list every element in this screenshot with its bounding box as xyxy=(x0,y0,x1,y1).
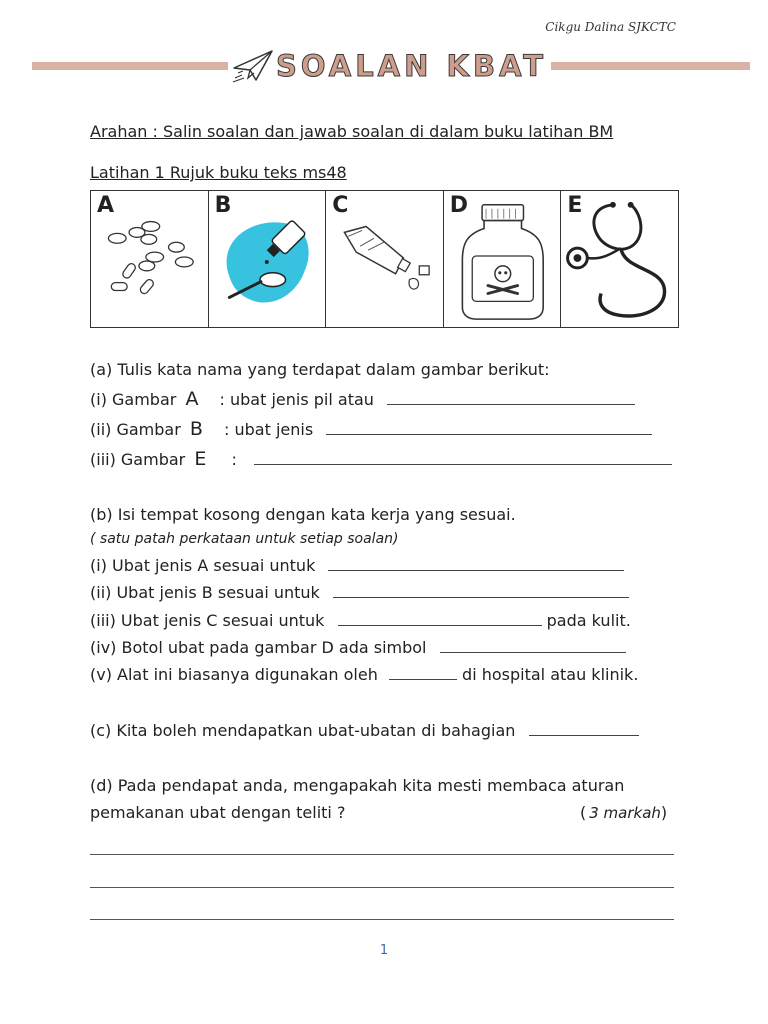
answer-blank[interactable] xyxy=(529,721,639,736)
item-text: (iv) Botol ubat pada gambar D ada simbol xyxy=(90,638,427,657)
question-a-item-3 xyxy=(90,448,672,470)
item-text: : xyxy=(231,450,237,469)
answer-blank[interactable] xyxy=(338,611,542,626)
question-b-item-5 xyxy=(90,665,638,684)
image-table xyxy=(90,190,679,328)
page-title: SOALAN KBAT xyxy=(276,49,548,83)
item-prefix: (iii) Gambar xyxy=(90,450,186,469)
question-d-line-1: (d) Pada pendapat anda, mengapakah kita mesti membaca aturan xyxy=(90,776,625,795)
author-signature: Cikgu Dalina SJKCTC xyxy=(545,20,676,34)
paper-plane-icon xyxy=(232,48,274,84)
image-label: B xyxy=(214,193,232,218)
image-label: A xyxy=(97,193,115,218)
image-cell-e xyxy=(561,191,679,328)
item-text: (v) Alat ini biasanya digunakan oleh xyxy=(90,665,378,684)
answer-line[interactable] xyxy=(90,919,674,920)
exercise-heading: Latihan 1 Rujuk buku teks ms48 xyxy=(90,163,347,182)
item-letter: E xyxy=(194,448,207,470)
syrup-spoon-icon xyxy=(209,191,326,327)
answer-blank[interactable] xyxy=(389,665,457,680)
marks-label: ( 3 markah) xyxy=(580,803,668,822)
item-text: : ubat jenis pil atau xyxy=(219,390,374,409)
question-b-item-4 xyxy=(90,638,626,657)
question-b: (b) Isi tempat kosong dengan kata kerja yang sesuai. xyxy=(90,505,516,524)
item-text: (iii) Ubat jenis C sesuai untuk xyxy=(90,611,325,630)
question-a-item-1 xyxy=(90,388,635,410)
question-a-item-2 xyxy=(90,418,652,440)
question-a: (a) Tulis kata nama yang terdapat dalam gambar berikut: xyxy=(90,360,550,379)
page-number: 1 xyxy=(379,943,389,958)
item-letter: B xyxy=(189,418,203,440)
answer-blank[interactable] xyxy=(440,638,626,653)
question-c xyxy=(90,721,639,740)
item-text: (i) Ubat jenis A sesuai untuk xyxy=(90,556,316,575)
stethoscope-icon xyxy=(561,191,678,327)
question-b-item-3 xyxy=(90,611,631,630)
answer-line[interactable] xyxy=(90,887,674,888)
ointment-tube-icon xyxy=(326,191,443,327)
image-label: E xyxy=(567,193,583,218)
poison-bottle-icon xyxy=(444,191,561,327)
question-d-line-2: pemakanan ubat dengan teliti ? xyxy=(90,803,346,822)
image-label: C xyxy=(332,193,349,218)
instruction-text: Arahan : Salin soalan dan jawab soalan di dalam buku latihan BM xyxy=(90,122,614,141)
image-cell-c xyxy=(326,191,444,328)
question-b-item-1 xyxy=(90,556,624,575)
item-after: pada kulit. xyxy=(546,611,631,630)
question-b-item-2 xyxy=(90,583,629,602)
title-block xyxy=(228,46,551,86)
question-b-note: ( satu patah perkataan untuk setiap soalan) xyxy=(90,531,399,547)
item-text: : ubat jenis xyxy=(224,420,314,439)
answer-blank[interactable] xyxy=(326,420,652,435)
image-cell-d xyxy=(443,191,561,328)
image-label: D xyxy=(449,193,469,218)
answer-blank[interactable] xyxy=(333,583,629,598)
item-letter: A xyxy=(185,388,199,410)
item-text: (ii) Ubat jenis B sesuai untuk xyxy=(90,583,320,602)
pills-icon xyxy=(91,191,208,327)
image-cell-a xyxy=(91,191,209,328)
answer-line[interactable] xyxy=(90,854,674,855)
question-c-text: (c) Kita boleh mendapatkan ubat-ubatan di bahagian xyxy=(90,721,516,740)
item-after: di hospital atau klinik. xyxy=(462,665,639,684)
image-cell-b xyxy=(208,191,326,328)
answer-blank[interactable] xyxy=(328,556,624,571)
answer-blank[interactable] xyxy=(387,390,635,405)
answer-blank[interactable] xyxy=(254,450,672,465)
item-prefix: (ii) Gambar xyxy=(90,420,181,439)
item-prefix: (i) Gambar xyxy=(90,390,177,409)
